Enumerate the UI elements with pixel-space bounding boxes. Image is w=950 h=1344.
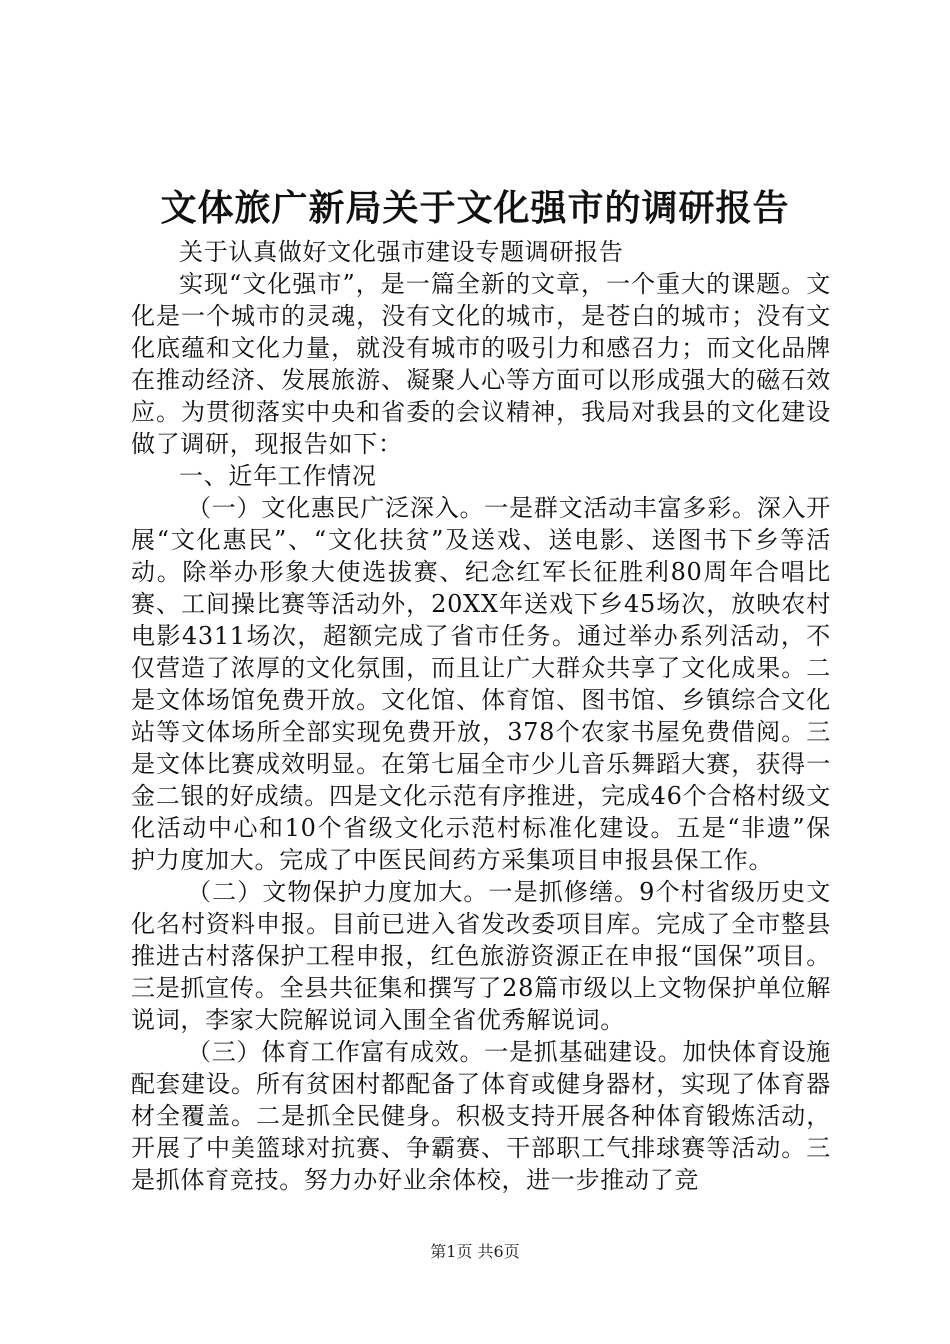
- paragraph-sports: （三）体育工作富有成效。一是抓基础建设。加快体育设施配套建设。所有贫困村都配备了体育或健身器材，实现了体育器材全覆盖。二是抓全民健身。积极支持开展各种体育锻炼活动，开展了中美篮球对抗赛、争霸赛、干部职工气排球赛等活动。三是抓体育竞技。努力办好业余体校，进一步推动了竞: [131, 1038, 831, 1194]
- section-heading: 一、近年工作情况: [179, 462, 377, 490]
- paragraph-relics: （二）文物保护力度加大。一是抓修缮。9个村省级历史文化名村资料申报。目前已进入省发改委项目库。完成了全市整县推进古村落保护工程申报，红色旅游资源正在申报“国保”项目。三是抓宣传。全县共征集和撰写了28篇市级以上文物保护单位解说词，李家大院解说词入围全省优秀解说词。: [131, 878, 831, 1034]
- document-body: [131, 236, 831, 1196]
- page-footer: 第1页 共6页: [430, 1242, 520, 1261]
- paragraph-intro: 实现“文化强市”，是一篇全新的文章，一个重大的课题。文化是一个城市的灵魂，没有文化的城市，是苍白的城市；没有文化底蕴和文化力量，就没有城市的吸引力和感召力；而文化品牌在推动经济、发展旅游、凝聚人心等方面可以形成强大的磁石效应。为贯彻落实中央和省委的会议精神，我局对我县的文化建设做了调研，现报告如下：: [131, 270, 831, 458]
- paragraph-culture: （一）文化惠民广泛深入。一是群文活动丰富多彩。深入开展“文化惠民”、“文化扶贫”及送戏、送电影、送图书下乡等活动。除举办形象大使选拔赛、纪念红军长征胜利80周年合唱比赛、工间操比赛等活动外，20XX年送戏下乡45场次，放映农村电影4311场次，超额完成了省市任务。通过举办系列活动，不仅营造了浓厚的文化氛围，而且让广大群众共享了文化成果。二是文体场馆免费开放。文化馆、体育馆、图书馆、乡镇综合文化站等文体场所全部实现免费开放，378个农家书屋免费借阅。三是文体比赛成效明显。在第七届全市少儿音乐舞蹈大赛，获得一金二银的好成绩。四是文化示范有序推进，完成46个合格村级文化活动中心和10个省级文化示范村标准化建设。五是“非遗”保护力度加大。完成了中医民间药方采集项目申报县保工作。: [131, 494, 831, 874]
- subtitle: 关于认真做好文化强市建设专题调研报告: [179, 238, 624, 266]
- page-title: 文体旅广新局关于文化强市的调研报告: [160, 187, 790, 229]
